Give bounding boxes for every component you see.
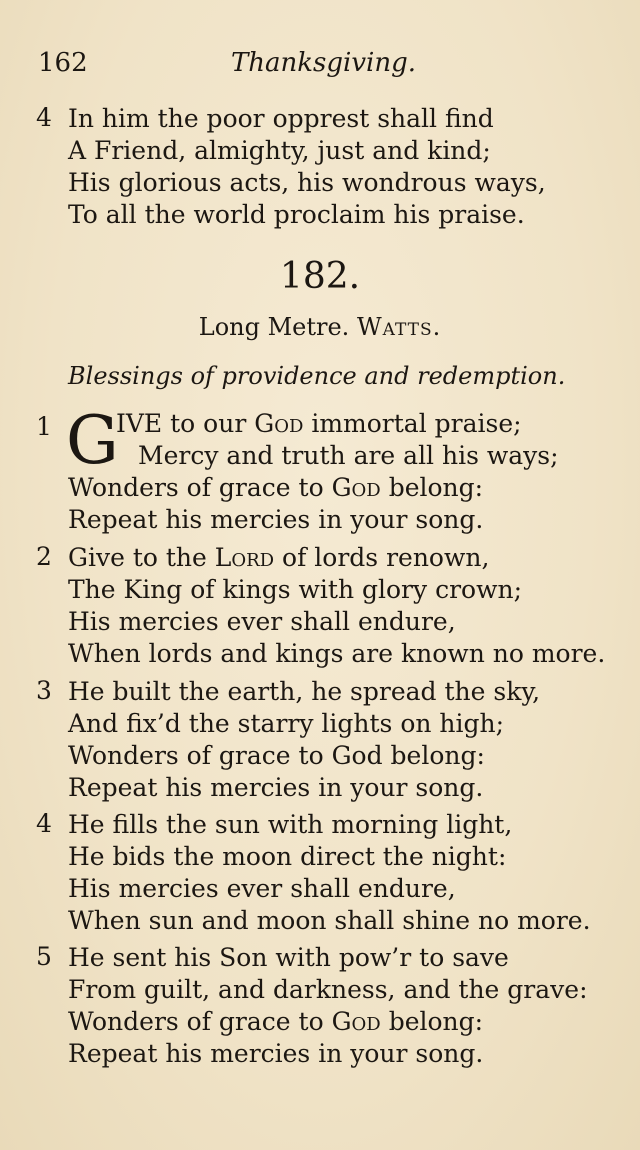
verse-text: Give to the	[68, 543, 215, 572]
verse-line: To all the world proclaim his praise.	[68, 200, 525, 229]
author: Watts.	[356, 313, 442, 341]
stanza-number: 5	[36, 942, 52, 971]
verse-god: God	[254, 409, 304, 438]
stanza-number: 4	[36, 103, 52, 132]
verse-line	[68, 472, 483, 503]
verse-line: When sun and moon shall shine no more.	[68, 906, 591, 935]
verse-line	[68, 542, 489, 573]
verse-line: And fix’d the starry lights on high;	[68, 709, 505, 738]
hymn-number: 182.	[279, 256, 361, 297]
hymn-meter-line	[0, 313, 640, 341]
verse-line: From guilt, and darkness, and the grave:	[68, 975, 588, 1004]
verse-line: When lords and kings are known no more.	[68, 639, 606, 668]
verse-text: immortal praise;	[303, 409, 522, 438]
verse-line	[116, 408, 522, 439]
stanza-number: 4	[36, 809, 52, 838]
stanza-number: 2	[36, 542, 52, 571]
verse-line: He built the earth, he spread the sky,	[68, 677, 541, 706]
verse-line: His mercies ever shall endure,	[68, 607, 456, 636]
verse-line: In him the poor opprest shall find	[68, 104, 494, 133]
verse-line: His mercies ever shall endure,	[68, 874, 456, 903]
verse-text: IVE to our	[116, 409, 255, 438]
stanza-number: 3	[36, 676, 52, 705]
verse-line: Repeat his mercies in your song.	[68, 773, 484, 802]
verse-line: Repeat his mercies in your song.	[68, 1039, 484, 1068]
verse-lord: Lord	[214, 543, 275, 572]
verse-line: The King of kings with glory crown;	[68, 575, 523, 604]
verse-line: Wonders of grace to God belong:	[68, 741, 485, 770]
verse-god: God	[331, 1007, 381, 1036]
verse-line: He bids the moon direct the night:	[68, 842, 507, 871]
stanza-number: 1	[36, 412, 52, 441]
verse-text: Wonders of grace to	[68, 473, 332, 502]
verse-line: His glorious acts, his wondrous ways,	[68, 168, 546, 197]
meter: Long Metre.	[198, 313, 350, 341]
verse-text: belong:	[380, 1007, 484, 1036]
verse-line: A Friend, almighty, just and kind;	[68, 136, 491, 165]
verse-line	[68, 1006, 483, 1037]
drop-cap: G	[66, 402, 119, 479]
verse-text: Wonders of grace to	[68, 1007, 332, 1036]
verse-god: God	[331, 473, 381, 502]
running-title: Thanksgiving.	[230, 48, 416, 78]
page-header	[38, 48, 416, 88]
verse-line: Mercy and truth are all his ways;	[138, 441, 559, 470]
verse-text: of lords renown,	[274, 543, 490, 572]
verse-text: belong:	[380, 473, 484, 502]
hymn-subject: Blessings of providence and redemption.	[68, 362, 566, 390]
verse-line: Repeat his mercies in your song.	[68, 505, 484, 534]
page-number: 162	[38, 48, 88, 78]
verse-line: He fills the sun with morning light,	[68, 810, 513, 839]
verse-line: He sent his Son with pow’r to save	[68, 943, 509, 972]
